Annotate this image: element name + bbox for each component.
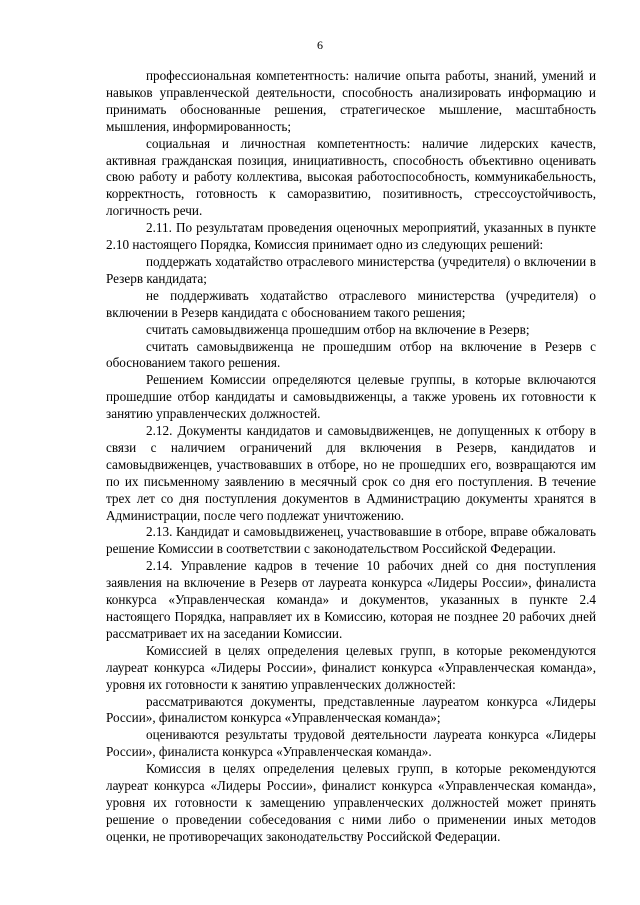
paragraph-2-11: 2.11. По результатам проведения оценочных мероприятий, указанных в пункте 2.10 настоящего Порядка, Комиссия принимает одно из следующих решений: xyxy=(106,220,596,253)
paragraph-decision-passed: считать самовыдвиженца прошедшим отбор на включение в Резерв; xyxy=(146,321,530,337)
paragraph-social-competence: социальная и личностная компетентность: наличие лидерских качеств, активная гражданская позиция, инициативность, способность объективно оценивать свою работу и работу коллектива, высокая работоспособность, коммуникабельность, корректность, готовность к саморазвитию, позитивность, стрессоустойчивость, логичность речи. xyxy=(106,135,596,219)
paragraph-2-12: 2.12. Документы кандидатов и самовыдвиженцев, не допущенных к отбору в связи с наличием ограничений для включения в Резерв, кандидатов и самовыдвиженцев, участвовавших в отборе, но не прошедших его, возвращаются им по их письменному заявлению в месячный срок со дня его поступления. В течение трех лет со дня поступления документов в Администрацию документы хранятся в Администрации, после чего подлежат уничтожению. xyxy=(106,423,596,523)
paragraph-professional-competence: профессиональная компетентность: наличие опыта работы, знаний, умений и навыков управленческой деятельности, способность анализировать информацию и принимать обоснованные решения, стратегическое мышление, масштабность мышления, информированность; xyxy=(106,68,596,134)
paragraph-results-evaluated: оцениваются результаты трудовой деятельности лауреата конкурса «Лидеры России», финалиста конкурса «Управленческая команда». xyxy=(106,727,596,760)
paragraph-documents-reviewed: рассматриваются документы, представленные лауреатом конкурса «Лидеры России», финалистом конкурса «Управленческая команда»; xyxy=(106,693,596,726)
paragraph-decision-not-passed: считать самовыдвиженца не прошедшим отбор на включение в Резерв с обоснованием такого решения. xyxy=(106,338,596,371)
paragraph-target-groups: Решением Комиссии определяются целевые группы, в которые включаются прошедшие отбор кандидаты и самовыдвиженцы, а также уровень их готовности к занятию управленческих должностей. xyxy=(106,372,596,422)
paragraph-2-13: 2.13. Кандидат и самовыдвиженец, участвовавшие в отборе, вправе обжаловать решение Комиссии в соответствии с законодательством Российской Федерации. xyxy=(106,524,596,557)
page-number: 6 xyxy=(317,38,323,52)
document-body xyxy=(106,68,596,846)
paragraph-2-14: 2.14. Управление кадров в течение 10 рабочих дней со дня поступления заявления на включение в Резерв от лауреата конкурса «Лидеры России», финалиста конкурса «Управленческая команда» и документов, указанных в пункте 2.4 настоящего Порядка, направляет их в Комиссию, которая не позднее 20 рабочих дней рассматривает их на заседании Комиссии. xyxy=(106,558,596,641)
paragraph-decision-not-support: не поддерживать ходатайство отраслевого министерства (учредителя) о включении в Резерв кандидата с обоснованием такого решения; xyxy=(106,287,596,320)
paragraph-commission-target-groups: Комиссией в целях определения целевых групп, в которые рекомендуются лауреат конкурса «Лидеры России», финалист конкурса «Управленческая команда», уровня их готовности к занятию управленческих должностей: xyxy=(106,642,596,692)
paragraph-decision-support: поддержать ходатайство отраслевого министерства (учредителя) о включении в Резерв кандидата; xyxy=(106,253,596,286)
paragraph-interview-decision: Комиссия в целях определения целевых групп, в которые рекомендуются лауреат конкурса «Лидеры России», финалист конкурса «Управленческая команда», уровня их готовности к замещению управленческих должностей может принять решение о проведении собеседования с ними либо о применении иных методов оценки, не противоречащих законодательству Российской Федерации. xyxy=(106,761,596,844)
